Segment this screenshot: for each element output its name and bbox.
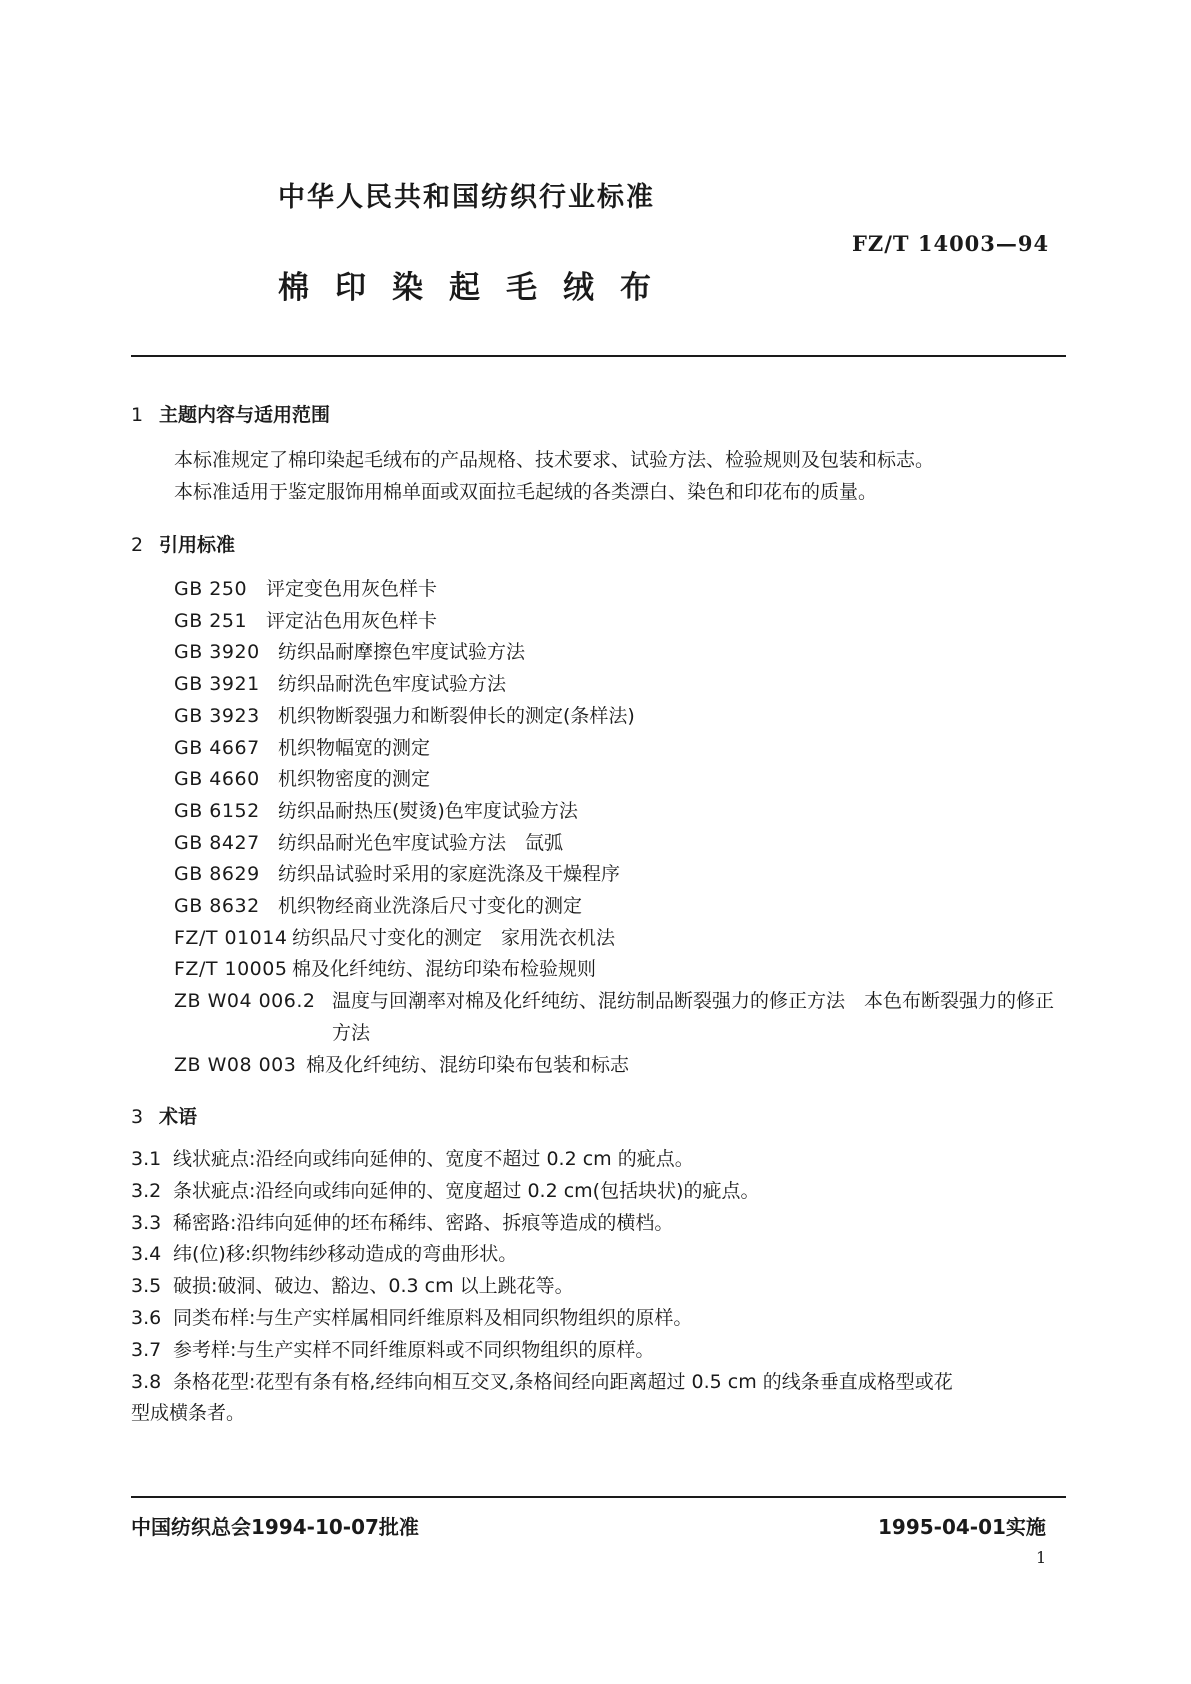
reference-item [174,891,1074,923]
reference-code: ZB W04 006.2 [174,990,316,1013]
reference-name: 评定沾色用灰色样卡 [266,609,438,632]
reference-code: GB 250 [174,578,248,600]
reference-item [174,764,1074,796]
reference-name: 评定变色用灰色样卡 [266,578,438,600]
reference-code: ZB W08 003 [174,1053,297,1076]
term-list [131,1144,1071,1430]
reference-item [174,733,1074,765]
header-divider [131,355,1066,357]
term-item [131,1335,1071,1367]
reference-code: GB 3920 [174,641,260,664]
reference-code: GB 8629 [174,863,260,886]
term-number: 3.1 [131,1148,162,1170]
section-1-heading [131,400,330,427]
reference-name: 纺织品尺寸变化的测定 家用洗衣机法 [292,926,616,949]
reference-name: 机织物密度的测定 [278,768,431,791]
reference-name: 纺织品耐光色牢度试验方法 氙弧 [278,831,564,854]
term-text: 破损:破洞、破边、豁边、0.3 cm 以上跳花等。 [173,1275,574,1298]
section-2-title: 引用标准 [159,534,236,556]
term-text: 参考样:与生产实样不同纤维原料或不同织物组织的原样。 [173,1338,655,1361]
term-number: 3.6 [131,1306,162,1329]
reference-code: GB 251 [174,609,248,632]
term-number: 3.2 [131,1179,162,1202]
reference-name: 棉及化纤纯纺、混纺印染布包装和标志 [306,1053,630,1076]
term-item [131,1367,1071,1431]
reference-list [174,574,1074,1081]
reference-item [174,796,1074,828]
reference-item [174,954,1074,986]
term-text: 线状疵点:沿经向或纬向延伸的、宽度不超过 0.2 cm 的疵点。 [173,1148,694,1170]
document-title: 棉印染起毛绒布 [278,270,677,306]
term-item [131,1303,1071,1335]
reference-code: FZ/T 01014 [174,926,288,949]
footer-divider [131,1496,1066,1498]
section-3-number: 3 [131,1106,144,1128]
term-number: 3.7 [131,1338,162,1361]
term-text: 条状疵点:沿经向或纬向延伸的、宽度超过 0.2 cm(包括块状)的疵点。 [173,1179,760,1202]
reference-code: GB 3921 [174,673,260,696]
approval-date: 中国纺织总会1994-10-07批准 [131,1515,419,1539]
reference-item [174,574,1074,606]
reference-item [174,986,1074,1049]
section-1-number: 1 [131,404,144,426]
term-number: 3.5 [131,1275,162,1298]
term-item [131,1144,1071,1176]
reference-item [174,828,1074,860]
reference-name: 纺织品耐洗色牢度试验方法 [278,673,507,696]
term-text: 条格花型:花型有条有格,经纬向相互交叉,条格间经向距离超过 0.5 cm 的线条垂直成格型或花 [173,1370,953,1393]
term-item [131,1271,1071,1303]
page-number: 1 [1036,1548,1047,1567]
section-3-heading [131,1102,197,1129]
standard-number: FZ/T 14003—94 [852,231,1050,256]
reference-name: 纺织品耐摩擦色牢度试验方法 [278,641,526,664]
section-1-paragraph-1: 本标准规定了棉印染起毛绒布的产品规格、技术要求、试验方法、检验规则及包装和标志。 [174,449,935,471]
reference-name: 机织物幅宽的测定 [278,736,431,759]
term-item [131,1239,1071,1271]
reference-name: 纺织品耐热压(熨烫)色牢度试验方法 [278,799,578,822]
term-text-continuation: 型成横条者。 [131,1402,246,1425]
term-number: 3.8 [131,1370,162,1393]
section-3-title: 术语 [159,1106,198,1128]
section-2-heading [131,530,235,557]
term-number: 3.3 [131,1211,162,1234]
section-2-number: 2 [131,534,144,556]
effective-date: 1995-04-01实施 [878,1515,1046,1539]
reference-item [174,606,1074,638]
reference-code: GB 4660 [174,768,260,791]
term-text: 纬(位)移:织物纬纱移动造成的弯曲形状。 [173,1243,518,1266]
reference-name: 纺织品试验时采用的家庭洗涤及干燥程序 [278,863,621,886]
reference-code: GB 8427 [174,831,260,854]
reference-item [174,923,1074,955]
section-1-paragraph-2: 本标准适用于鉴定服饰用棉单面或双面拉毛起绒的各类漂白、染色和印花布的质量。 [174,481,878,503]
reference-item [174,637,1074,669]
reference-item [174,701,1074,733]
term-text: 同类布样:与生产实样属相同纤维原料及相同织物组织的原样。 [173,1306,693,1329]
term-number: 3.4 [131,1243,162,1266]
reference-code: GB 6152 [174,799,260,822]
reference-name: 机织物断裂强力和断裂伸长的测定(条样法) [278,704,635,727]
section-1-title: 主题内容与适用范围 [159,404,331,426]
reference-item [174,1050,1074,1082]
reference-name: 棉及化纤纯纺、混纺印染布检验规则 [292,958,597,981]
reference-item [174,669,1074,701]
term-item [131,1176,1071,1208]
reference-name: 机织物经商业洗涤后尺寸变化的测定 [278,895,583,918]
reference-code: GB 8632 [174,895,260,918]
term-item [131,1208,1071,1240]
reference-name: 温度与回潮率对棉及化纤纯纺、混纺制品断裂强力的修正方法 本色布断裂强力的修正方法 [332,990,1055,1044]
reference-item [174,859,1074,891]
reference-code: FZ/T 10005 [174,958,288,981]
term-text: 稀密路:沿纬向延伸的坯布稀纬、密路、拆痕等造成的横档。 [173,1211,674,1234]
reference-code: GB 3923 [174,704,260,727]
reference-code: GB 4667 [174,736,260,759]
org-title: 中华人民共和国纺织行业标准 [278,182,655,213]
